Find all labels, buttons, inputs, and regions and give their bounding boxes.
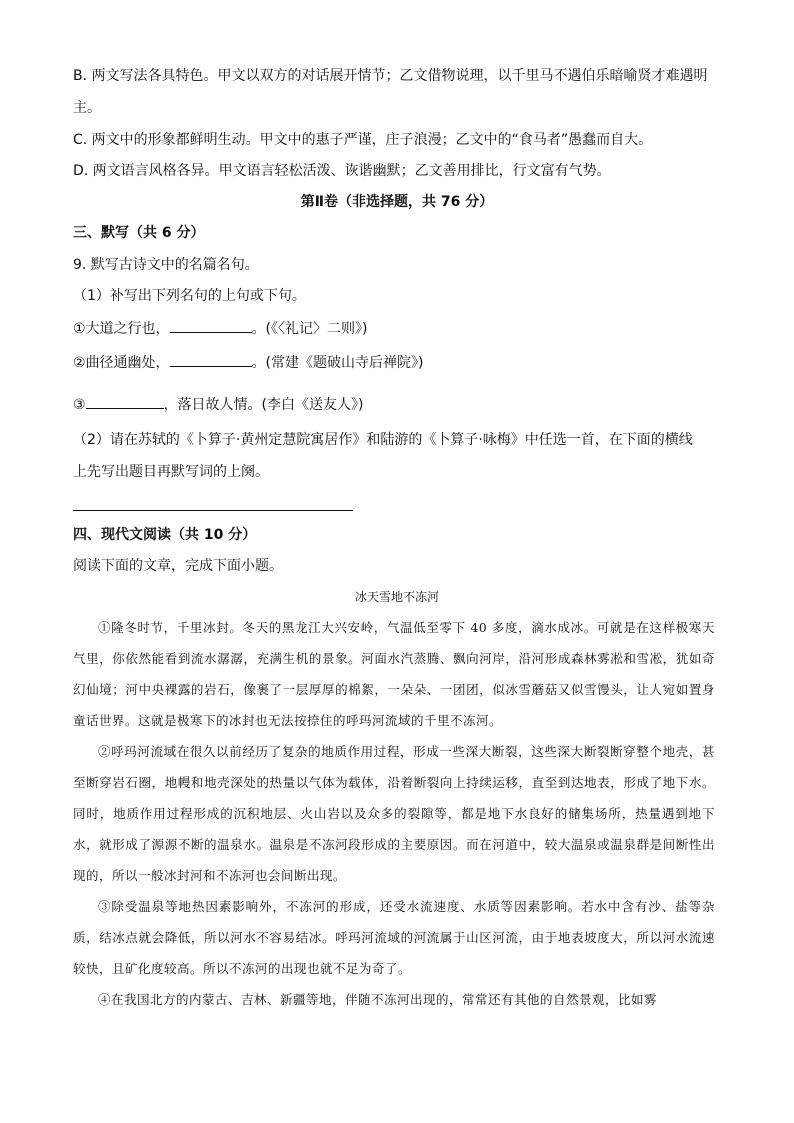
- fill-item-2-prefix: ②曲径通幽处，: [73, 355, 170, 371]
- question-9: 9. 默写古诗文中的名篇名句。: [73, 257, 259, 273]
- article-title: 冰天雪地不冻河: [354, 590, 439, 604]
- fill-item-3-prefix: ③: [73, 397, 86, 413]
- fill-item-3: [73, 393, 364, 415]
- fill-item-2-suffix: 。(常建《题破山寺后禅院》): [251, 355, 424, 371]
- part2-title: 第Ⅱ卷（非选择题，共 76 分）: [300, 194, 494, 210]
- fill-blank-3[interactable]: [86, 393, 164, 409]
- fill-item-2: [73, 351, 424, 373]
- sub-question-2-line1: （2）请在苏轼的《卜算子·黄州定慧院寓居作》和陆游的《卜算子·咏梅》中任选一首，在下面的横线: [73, 432, 693, 448]
- option-c: C. 两文中的形象都鲜明生动。甲文中的惠子严谨，庄子浪漫；乙文中的“食马者”愚蠢而自大。: [73, 132, 653, 148]
- article-paragraph-3: ③除受温泉等地热因素影响外，不冻河的形成，还受水流速度、水质等因素影响。若水中含有沙、盐等杂质，结冰点就会降低，所以河水不容易结冰。呼玛河流域的河流属于山区河流，由于地表坡度大，所以河水流速较快，且矿化度较高。所以不冻河的出现也就不足为奇了。: [73, 899, 715, 976]
- section3-title: 三、默写（共 6 分）: [73, 225, 205, 241]
- answer-line[interactable]: [73, 510, 353, 511]
- sub-question-2-line2: 上先写出题目再默写词的上阕。: [73, 464, 269, 480]
- fill-item-3-suffix: ，落日故人情。(李白《送友人》): [163, 397, 364, 413]
- fill-item-1-prefix: ①大道之行也，: [73, 321, 170, 337]
- reading-instruction: 阅读下面的文章，完成下面小题。: [73, 558, 283, 574]
- sub-question-1: （1）补写出下列名句的上句或下句。: [73, 288, 306, 304]
- fill-item-1-suffix: 。(《〈礼记〉二则》): [251, 321, 368, 337]
- fill-item-1: [73, 317, 368, 339]
- article-paragraph-1: ①隆冬时节，千里冰封。冬天的黑龙江大兴安岭，气温低至零下 40 多度，滴水成冰。可就是在这样极寒天气里，你依然能看到流水潺潺，充满生机的景象。河面水汽蒸腾、飘向河岸，沿河形成森林雾凇和雪凇，犹如奇幻仙境；河中央裸露的岩石，像裹了一层厚厚的棉絮，一朵朵、一团团，似冰雪蘑菇又似雪馒头，让人宛如置身童话世界。这就是极寒下的冰封也无法按捺住的呼玛河流域的千里不冻河。: [73, 620, 715, 728]
- section4-title: 四、现代文阅读（共 10 分）: [73, 527, 257, 543]
- fill-blank-2[interactable]: [170, 351, 252, 367]
- article-paragraph-2: ②呼玛河流域在很久以前经历了复杂的地质作用过程，形成一些深大断裂，这些深大断裂断穿整个地壳，甚至断穿岩石圈，地幔和地壳深处的热量以气体为载体，沿着断裂向上持续运移，直至到达地表，形成了地下水。同时，地质作用过程形成的沉积地层、火山岩以及众多的裂隙等，都是地下水良好的储集场所，热量遇到地下水，就形成了源源不断的温泉水。温泉是不冻河段形成的主要原因。而在河道中，较大温泉或温泉群是间断性出现的，所以一般冰封河和不冻河也会间断出现。: [73, 744, 715, 883]
- option-b-line2: 主。: [73, 100, 101, 116]
- option-d: D. 两文语言风格各异。甲文语言轻松活泼、诙谐幽默；乙文善用排比，行文富有气势。: [73, 163, 611, 179]
- article-paragraph-4: ④在我国北方的内蒙古、吉林、新疆等地，伴随不冻河出现的，常常还有其他的自然景观，比如雾: [98, 992, 658, 1007]
- fill-blank-1[interactable]: [170, 317, 252, 333]
- option-b-line1: B. 两文写法各具特色。甲文以双方的对话展开情节；乙文借物说理，以千里马不遇伯乐暗喻贤才难遇明: [73, 68, 708, 84]
